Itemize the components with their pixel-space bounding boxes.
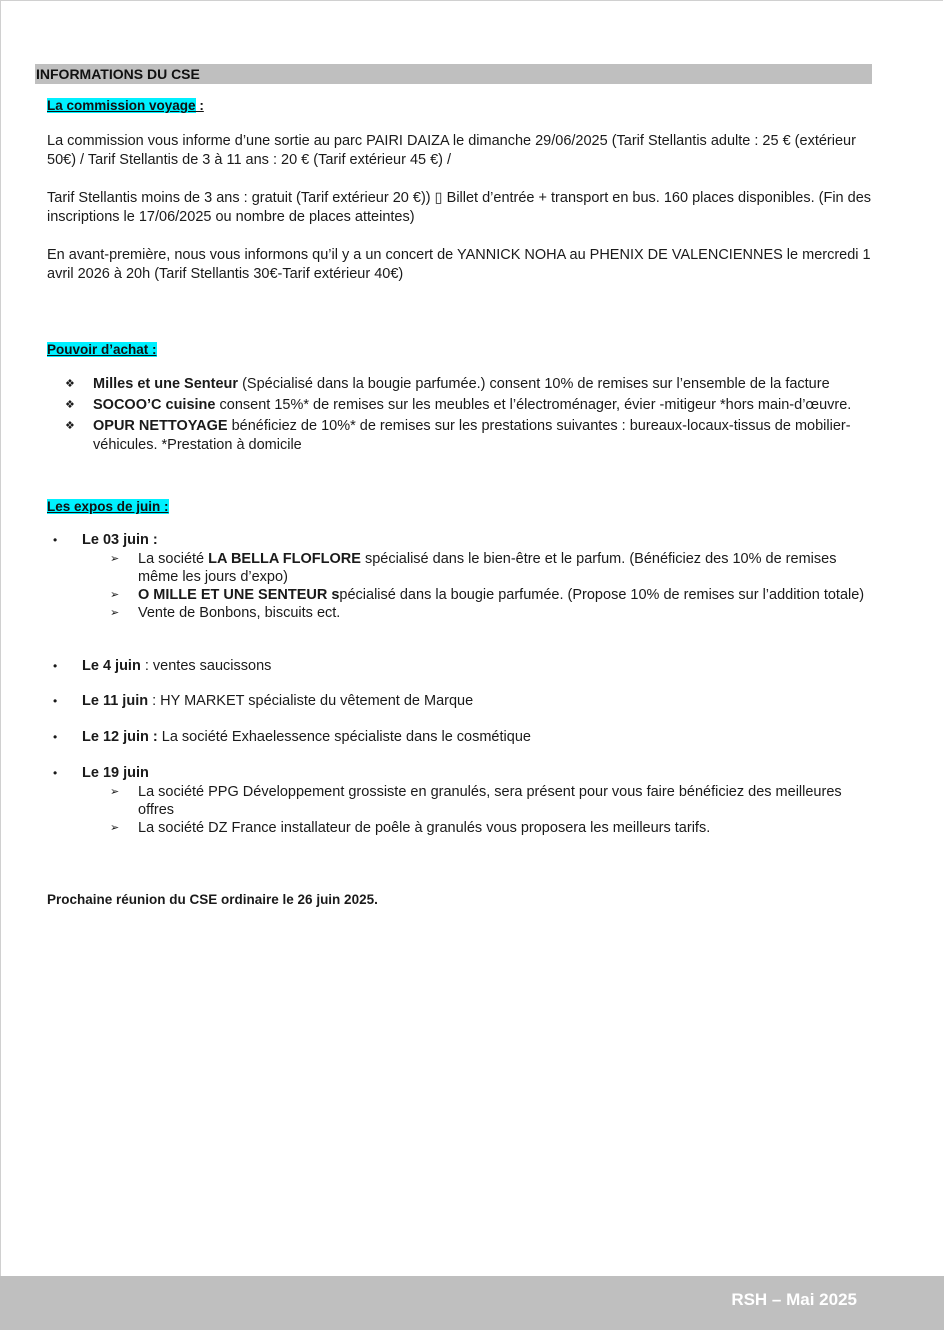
- expo-day-04: [53, 657, 873, 676]
- expo-day-12: [53, 728, 873, 747]
- expo-date: Le 12 juin :: [82, 729, 158, 745]
- arrow-bullet-icon: ➢: [110, 553, 120, 565]
- section-header: [35, 64, 872, 84]
- expo-day-03: [53, 531, 873, 622]
- expo-date: Le 19 juin: [82, 765, 149, 781]
- expo-text: La société Exhaelessence spécialiste dans le cosmétique: [157, 729, 531, 745]
- expos-title-text: Les expos de juin :: [47, 499, 169, 514]
- expo-text: La société: [138, 551, 209, 567]
- partner-offer: (Spécialisé dans la bougie parfumée.) consent 10% de remises sur l’ensemble de la facture: [238, 376, 830, 392]
- diamond-bullet-icon: ❖: [65, 420, 75, 432]
- voyage-paragraph-2: Tarif Stellantis moins de 3 ans : gratuit (Tarif extérieur 20 €)) ▯ Billet d’entrée + transport en bus. 160 places disponibles. (Fin des inscriptions le 17/06/2025 ou nombre de places atteintes): [47, 190, 872, 225]
- list-item: [110, 819, 873, 837]
- voyage-title: [47, 97, 204, 114]
- bullet-dot-icon: •: [53, 533, 58, 547]
- header-title: INFORMATIONS DU CSE: [36, 66, 200, 82]
- expo-date: Le 11 juin: [82, 693, 149, 709]
- list-item: [65, 417, 875, 455]
- expo-text: spécialisé dans le bien-être et le parfum. (Bénéficiez des 10% de remises même les jours d’expo): [138, 551, 837, 585]
- expo-text: : HY MARKET spécialiste du vêtement de Marque: [148, 693, 474, 709]
- company-name: O MILLE ET UNE SENTEUR s: [138, 587, 340, 603]
- expo-date: Le 4 juin: [82, 658, 141, 674]
- company-name: LA BELLA FLOFLORE: [208, 551, 361, 567]
- partner-offer: consent 15%* de remises sur les meubles et l’électroménager, évier -mitigeur *hors main-d’œuvre.: [215, 397, 852, 413]
- expo-day-11: [53, 692, 873, 711]
- diamond-bullet-icon: ❖: [65, 378, 75, 390]
- bullet-dot-icon: •: [53, 766, 58, 780]
- voyage-paragraph-1: La commission vous informe d’une sortie au parc PAIRI DAIZA le dimanche 29/06/2025 (Tarif Stellantis adulte : 25 € (extérieur 50€) / Tarif Stellantis de 3 à 11 ans : 20 € (Tarif extérieur 45 €) /: [47, 133, 856, 168]
- bullet-dot-icon: •: [53, 730, 58, 744]
- expo-text: Vente de Bonbons, biscuits ect.: [138, 605, 341, 621]
- list-item: [110, 604, 873, 622]
- expo-text: La société DZ France installateur de poêle à granulés vous proposera les meilleurs tarifs.: [138, 820, 711, 836]
- arrow-bullet-icon: ➢: [110, 822, 120, 834]
- list-item: [110, 586, 873, 604]
- footer-bar: [0, 1276, 944, 1330]
- partner-name: SOCOO’C cuisine: [93, 397, 216, 413]
- achat-list: [65, 375, 875, 457]
- achat-title: [47, 341, 157, 358]
- list-item: [110, 550, 873, 586]
- arrow-bullet-icon: ➢: [110, 786, 120, 798]
- diamond-bullet-icon: ❖: [65, 399, 75, 411]
- voyage-title-suffix: :: [195, 98, 204, 113]
- bullet-dot-icon: •: [53, 659, 58, 673]
- bullet-dot-icon: •: [53, 694, 58, 708]
- achat-title-text: Pouvoir d’achat :: [47, 342, 157, 357]
- next-meeting-note: Prochaine réunion du CSE ordinaire le 26 juin 2025.: [47, 892, 378, 907]
- list-item: [65, 375, 875, 394]
- voyage-paragraph-3: En avant-première, nous vous informons qu’il y a un concert de YANNICK NOHA au PHENIX DE VALENCIENNES le mercredi 1 avril 2026 à 20h (Tarif Stellantis 30€-Tarif extérieur 40€): [47, 247, 871, 282]
- expo-sublist: [110, 783, 873, 837]
- expos-title: [47, 498, 169, 515]
- arrow-bullet-icon: ➢: [110, 607, 120, 619]
- list-item: [65, 396, 875, 415]
- partner-name: Milles et une Senteur: [93, 376, 239, 392]
- arrow-bullet-icon: ➢: [110, 589, 120, 601]
- expo-text: La société PPG Développement grossiste en granulés, sera présent pour vous faire bénéficiez des meilleures offres: [138, 784, 842, 818]
- list-item: [110, 783, 873, 819]
- expo-text: pécialisé dans la bougie parfumée. (Propose 10% de remises sur l’addition totale): [339, 587, 865, 603]
- expo-day-19: [53, 764, 873, 837]
- footer-text: RSH – Mai 2025: [731, 1290, 857, 1309]
- partner-name: OPUR NETTOYAGE: [93, 418, 228, 434]
- voyage-title-text: La commission voyage: [47, 98, 196, 113]
- expo-text: : ventes saucissons: [140, 658, 272, 674]
- partner-offer: bénéficiez de 10%* de remises sur les prestations suivantes : bureaux-locaux-tissus de mobilier-véhicules. *Prestation à domicile: [93, 418, 851, 453]
- expo-date: Le 03 juin :: [82, 532, 158, 548]
- expo-sublist: [110, 550, 873, 622]
